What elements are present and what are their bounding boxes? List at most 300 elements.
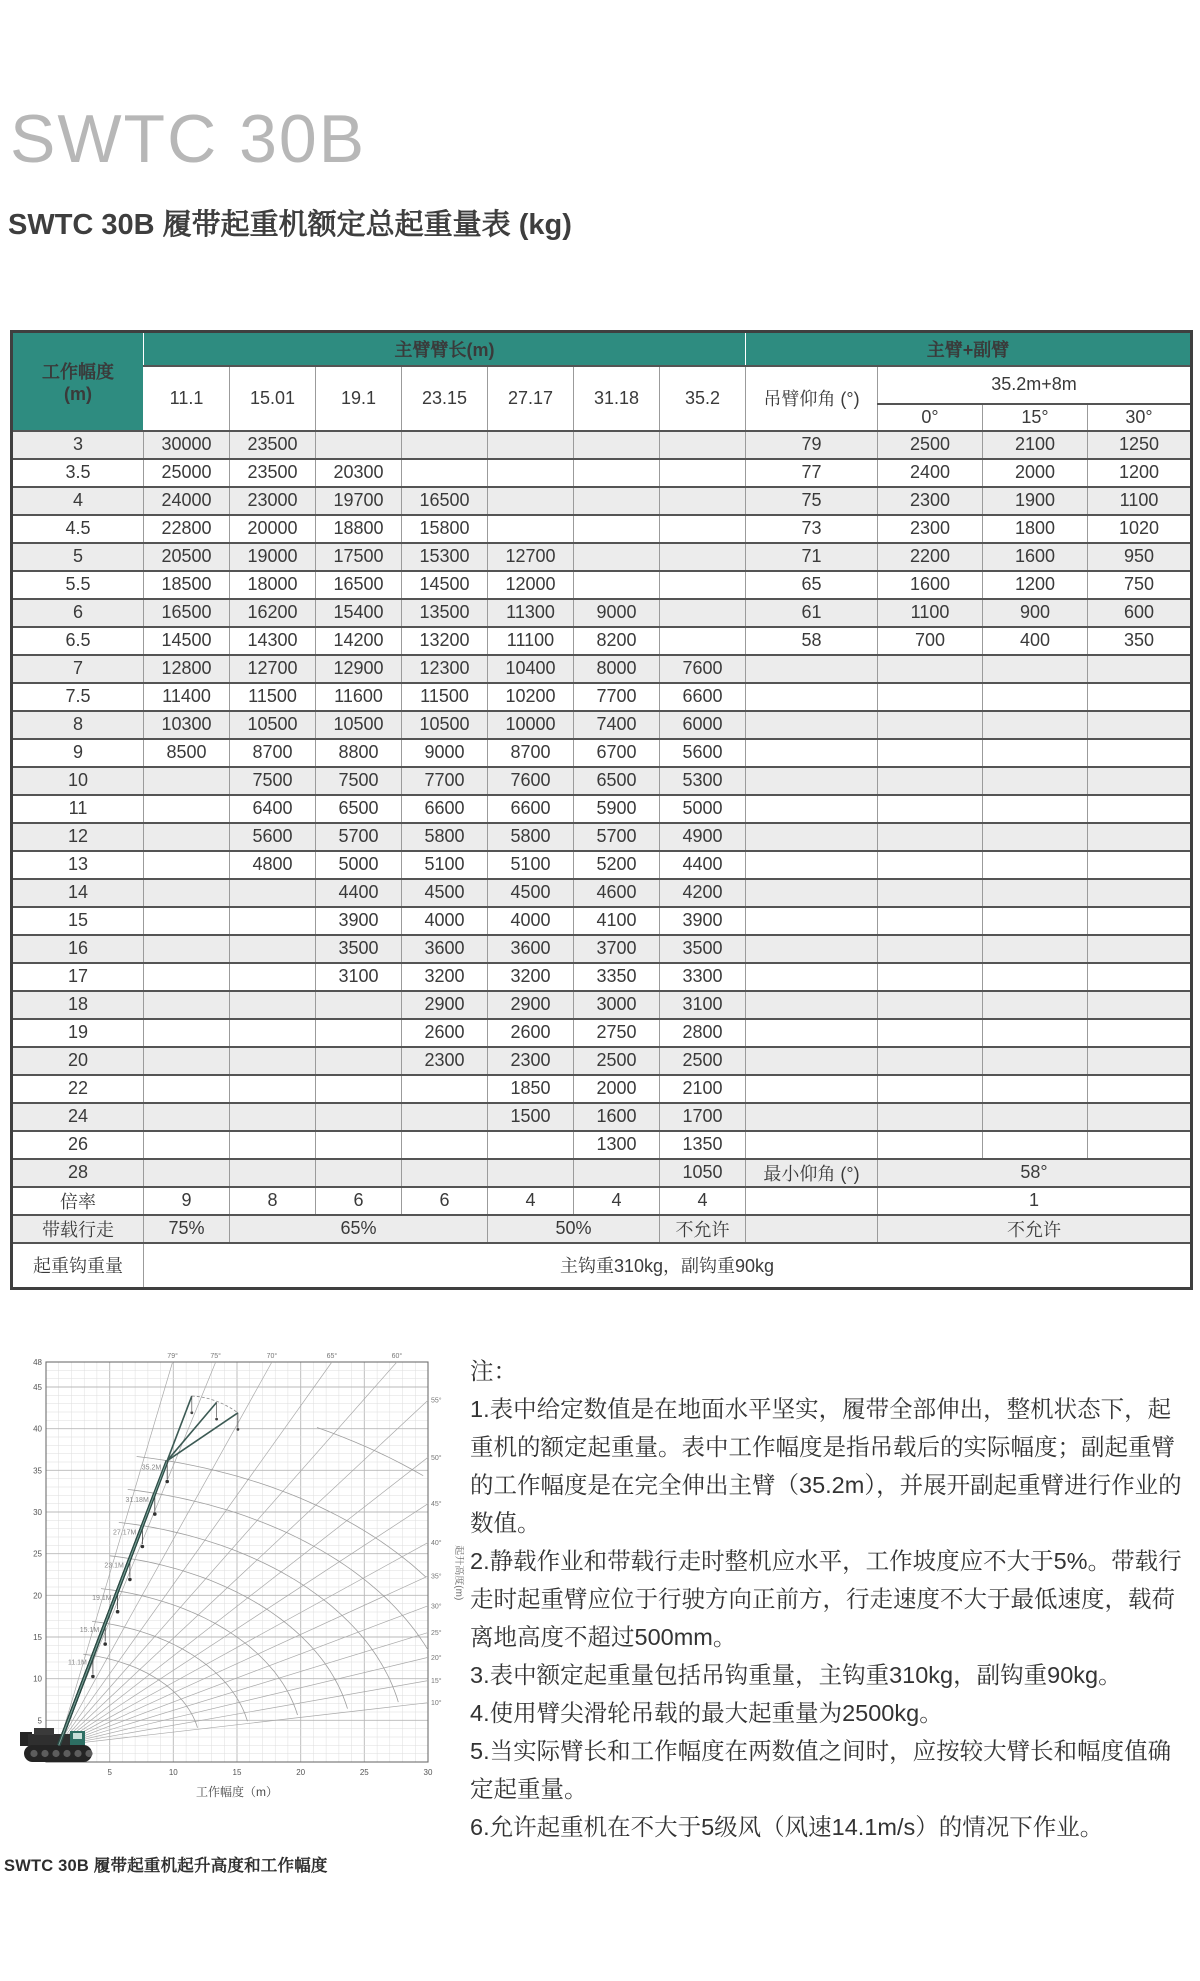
capacity-table-body	[12, 431, 1192, 1187]
capacity-cell	[1088, 767, 1192, 795]
header-radius	[12, 332, 144, 431]
capacity-cell: 6600	[660, 683, 746, 711]
capacity-cell: 9000	[574, 599, 660, 627]
capacity-cell	[1088, 823, 1192, 851]
capacity-cell: 11	[12, 795, 144, 823]
table-row	[12, 1047, 1192, 1075]
travel-jib-cell: 不允许	[878, 1215, 1192, 1243]
chart-caption: SWTC 30B 履带起重机起升高度和工作幅度	[4, 1857, 328, 1875]
capacity-cell: 77	[746, 459, 878, 487]
capacity-cell	[878, 1131, 983, 1159]
travel-cell: 75%	[144, 1215, 230, 1243]
capacity-cell: 1700	[660, 1103, 746, 1131]
brand-title: SWTC 30B	[10, 101, 367, 177]
svg-text:40: 40	[33, 1424, 42, 1434]
capacity-cell: 4800	[230, 851, 316, 879]
table-row	[12, 739, 1192, 767]
capacity-cell: 4400	[660, 851, 746, 879]
lift-height-chart	[12, 1348, 464, 1810]
capacity-cell: 8700	[488, 739, 574, 767]
capacity-cell	[230, 1103, 316, 1131]
capacity-cell: 2100	[983, 431, 1088, 459]
table-row	[12, 431, 1192, 459]
capacity-cell: 79	[746, 431, 878, 459]
hook-weight-value: 主钩重310kg，副钩重90kg	[144, 1243, 1192, 1289]
capacity-cell	[983, 907, 1088, 935]
capacity-cell	[983, 963, 1088, 991]
capacity-cell	[746, 851, 878, 879]
capacity-cell	[488, 1159, 574, 1187]
table-row	[12, 1103, 1192, 1131]
capacity-cell	[746, 683, 878, 711]
capacity-cell	[144, 907, 230, 935]
capacity-cell: 2600	[402, 1019, 488, 1047]
capacity-cell	[144, 1047, 230, 1075]
capacity-cell: 24000	[144, 487, 230, 515]
capacity-cell	[574, 571, 660, 599]
capacity-cell: 6400	[230, 795, 316, 823]
capacity-cell: 10	[12, 767, 144, 795]
ratio-cell: 4	[660, 1187, 746, 1215]
header-radius-line1: 工作幅度	[42, 361, 114, 382]
note-item: 5.当实际臂长和工作幅度在两数值之间时，应按较大臂长和幅度值确定起重量。	[470, 1738, 1172, 1802]
capacity-cell: 6500	[574, 767, 660, 795]
capacity-cell: 最小仰角 (°)	[746, 1159, 878, 1187]
capacity-cell: 3700	[574, 935, 660, 963]
capacity-cell: 17	[12, 963, 144, 991]
capacity-cell: 7500	[316, 767, 402, 795]
capacity-cell	[878, 935, 983, 963]
capacity-cell	[144, 1075, 230, 1103]
capacity-cell: 13	[12, 851, 144, 879]
note-item: 2.静载作业和带载行走时整机应水平，工作坡度应不大于5%。带载行走时起重臂应位于行驶方向正前方，行走速度不大于最低速度，载荷离地高度不超过500mm。	[470, 1548, 1182, 1650]
capacity-cell: 14200	[316, 627, 402, 655]
capacity-cell	[983, 851, 1088, 879]
header-jib-combo: 35.2m+8m	[878, 366, 1192, 404]
capacity-cell	[574, 1159, 660, 1187]
header-jib-offset: 15°	[983, 404, 1088, 431]
capacity-cell	[983, 1047, 1088, 1075]
capacity-cell	[488, 431, 574, 459]
capacity-cell	[746, 1047, 878, 1075]
capacity-cell	[488, 487, 574, 515]
capacity-cell	[878, 907, 983, 935]
capacity-cell: 2600	[488, 1019, 574, 1047]
svg-text:10: 10	[168, 1768, 178, 1777]
capacity-cell	[660, 515, 746, 543]
capacity-cell	[746, 739, 878, 767]
capacity-cell: 4.5	[12, 515, 144, 543]
capacity-cell: 950	[1088, 543, 1192, 571]
header-radius-line2: (m)	[64, 383, 92, 404]
capacity-cell	[230, 963, 316, 991]
capacity-cell: 1250	[1088, 431, 1192, 459]
capacity-cell: 30000	[144, 431, 230, 459]
capacity-cell	[983, 991, 1088, 1019]
capacity-cell	[144, 1103, 230, 1131]
travel-cell: 不允许	[660, 1215, 746, 1243]
capacity-cell: 16500	[144, 599, 230, 627]
capacity-cell: 6000	[660, 711, 746, 739]
capacity-cell: 3600	[402, 935, 488, 963]
capacity-cell: 10000	[488, 711, 574, 739]
capacity-cell	[488, 515, 574, 543]
svg-text:79°: 79°	[167, 1353, 178, 1360]
hook-weight-row	[12, 1243, 1192, 1289]
capacity-cell: 3200	[402, 963, 488, 991]
capacity-cell	[402, 459, 488, 487]
ratio-cell: 4	[488, 1187, 574, 1215]
capacity-cell: 6.5	[12, 627, 144, 655]
capacity-cell	[746, 655, 878, 683]
capacity-cell: 5700	[574, 823, 660, 851]
capacity-cell	[574, 515, 660, 543]
capacity-cell: 1850	[488, 1075, 574, 1103]
capacity-cell: 7600	[660, 655, 746, 683]
svg-text:45: 45	[33, 1383, 42, 1392]
capacity-cell: 1900	[983, 487, 1088, 515]
capacity-cell	[1088, 1103, 1192, 1131]
capacity-cell	[746, 767, 878, 795]
capacity-cell: 20000	[230, 515, 316, 543]
capacity-cell	[983, 655, 1088, 683]
capacity-cell: 2300	[878, 515, 983, 543]
capacity-cell	[230, 991, 316, 1019]
capacity-cell	[316, 1019, 402, 1047]
capacity-cell	[983, 1131, 1088, 1159]
svg-text:50°: 50°	[431, 1454, 442, 1462]
table-row	[12, 487, 1192, 515]
capacity-cell	[1088, 655, 1192, 683]
table-row	[12, 1159, 1192, 1187]
capacity-cell: 4600	[574, 879, 660, 907]
capacity-cell: 22800	[144, 515, 230, 543]
svg-text:19.1M: 19.1M	[92, 1594, 112, 1602]
notes-block	[470, 1352, 1188, 1846]
header-boom-length: 15.01	[230, 366, 316, 431]
capacity-cell: 14500	[402, 571, 488, 599]
table-row	[12, 711, 1192, 739]
travel-empty-cell	[746, 1215, 878, 1243]
capacity-cell: 10500	[402, 711, 488, 739]
capacity-cell: 2900	[488, 991, 574, 1019]
note-item: 4.使用臂尖滑轮吊载的最大起重量为2500kg。	[470, 1700, 943, 1726]
capacity-cell	[746, 1131, 878, 1159]
capacity-cell: 23500	[230, 431, 316, 459]
capacity-cell	[983, 935, 1088, 963]
capacity-cell	[1088, 711, 1192, 739]
capacity-cell: 4100	[574, 907, 660, 935]
capacity-cell	[316, 1131, 402, 1159]
capacity-cell: 4900	[660, 823, 746, 851]
header-boom-length: 11.1	[144, 366, 230, 431]
svg-text:20: 20	[296, 1768, 306, 1777]
capacity-cell: 1500	[488, 1103, 574, 1131]
capacity-cell: 7700	[574, 683, 660, 711]
capacity-cell: 4	[12, 487, 144, 515]
svg-text:10°: 10°	[431, 1700, 442, 1708]
capacity-cell	[878, 739, 983, 767]
capacity-cell	[878, 1047, 983, 1075]
header-boom-length: 35.2	[660, 366, 746, 431]
capacity-cell	[746, 963, 878, 991]
capacity-cell: 17500	[316, 543, 402, 571]
capacity-cell: 6600	[488, 795, 574, 823]
ratio-cell: 4	[574, 1187, 660, 1215]
capacity-cell: 3200	[488, 963, 574, 991]
table-row	[12, 515, 1192, 543]
capacity-cell: 8500	[144, 739, 230, 767]
table-row	[12, 459, 1192, 487]
capacity-cell	[1088, 963, 1192, 991]
capacity-cell	[660, 459, 746, 487]
capacity-cell: 18000	[230, 571, 316, 599]
capacity-cell: 16500	[402, 487, 488, 515]
travel-cell: 50%	[488, 1215, 660, 1243]
capacity-cell: 10200	[488, 683, 574, 711]
capacity-cell	[144, 1019, 230, 1047]
capacity-cell: 5800	[402, 823, 488, 851]
capacity-cell	[878, 683, 983, 711]
capacity-cell: 4200	[660, 879, 746, 907]
capacity-cell: 65	[746, 571, 878, 599]
hook-weight-label: 起重钩重量	[12, 1243, 144, 1289]
capacity-cell: 1600	[983, 543, 1088, 571]
capacity-cell: 15400	[316, 599, 402, 627]
svg-text:11.1M: 11.1M	[67, 1659, 87, 1667]
capacity-cell: 2500	[878, 431, 983, 459]
table-row	[12, 795, 1192, 823]
capacity-cell	[1088, 1075, 1192, 1103]
capacity-cell	[983, 683, 1088, 711]
capacity-cell: 11400	[144, 683, 230, 711]
capacity-cell: 13500	[402, 599, 488, 627]
capacity-cell: 5200	[574, 851, 660, 879]
capacity-cell: 12000	[488, 571, 574, 599]
capacity-cell: 3100	[660, 991, 746, 1019]
capacity-cell: 12800	[144, 655, 230, 683]
note-item: 6.允许起重机在不大于5级风（风速14.1m/s）的情况下作业。	[470, 1814, 1104, 1840]
capacity-cell: 2750	[574, 1019, 660, 1047]
capacity-cell	[983, 879, 1088, 907]
header-boom-length: 23.15	[402, 366, 488, 431]
capacity-cell	[230, 879, 316, 907]
table-row	[12, 963, 1192, 991]
capacity-cell	[878, 711, 983, 739]
table-row	[12, 1019, 1192, 1047]
capacity-cell	[230, 1019, 316, 1047]
capacity-cell: 28	[12, 1159, 144, 1187]
capacity-cell	[1088, 907, 1192, 935]
page-title: SWTC 30B 履带起重机额定总起重量表 (kg)	[8, 209, 572, 241]
capacity-cell	[983, 795, 1088, 823]
capacity-cell: 5000	[660, 795, 746, 823]
capacity-cell	[983, 1103, 1088, 1131]
svg-text:30: 30	[423, 1768, 433, 1777]
table-row	[12, 767, 1192, 795]
svg-text:20: 20	[33, 1591, 42, 1601]
table-row	[12, 655, 1192, 683]
capacity-cell	[746, 1103, 878, 1131]
capacity-cell	[144, 991, 230, 1019]
svg-text:30: 30	[33, 1508, 42, 1517]
capacity-cell	[746, 711, 878, 739]
capacity-cell: 2300	[878, 487, 983, 515]
capacity-cell	[878, 1103, 983, 1131]
capacity-cell	[316, 1047, 402, 1075]
ratio-empty-cell	[746, 1187, 878, 1215]
capacity-cell	[402, 431, 488, 459]
table-row	[12, 991, 1192, 1019]
capacity-cell: 16500	[316, 571, 402, 599]
capacity-cell: 2400	[878, 459, 983, 487]
capacity-cell	[983, 823, 1088, 851]
capacity-cell: 750	[1088, 571, 1192, 599]
travel-cell: 65%	[230, 1215, 488, 1243]
svg-text:23.1M: 23.1M	[104, 1562, 124, 1570]
note-item: 1.表中给定数值是在地面水平坚实，履带全部伸出，整机状态下，起重机的额定起重量。表中工作幅度是指吊载后的实际幅度；副起重臂的工作幅度是在完全伸出主臂（35.2m），并展开副起重臂进行作业的数值。	[470, 1396, 1182, 1536]
capacity-cell: 11600	[316, 683, 402, 711]
capacity-cell: 5600	[230, 823, 316, 851]
ratio-label: 倍率	[12, 1187, 144, 1215]
capacity-cell: 5300	[660, 767, 746, 795]
capacity-cell: 2000	[574, 1075, 660, 1103]
capacity-cell: 1100	[878, 599, 983, 627]
svg-text:70°: 70°	[266, 1353, 278, 1360]
svg-text:75°: 75°	[210, 1353, 221, 1360]
capacity-cell: 15800	[402, 515, 488, 543]
svg-text:40°: 40°	[431, 1540, 442, 1548]
svg-text:15: 15	[232, 1768, 242, 1777]
header-main-boom: 主臂臂长(m)	[144, 332, 746, 366]
capacity-cell: 2500	[574, 1047, 660, 1075]
capacity-cell	[1088, 1131, 1192, 1159]
capacity-cell	[660, 543, 746, 571]
capacity-cell: 1350	[660, 1131, 746, 1159]
table-row	[12, 851, 1192, 879]
capacity-cell: 3.5	[12, 459, 144, 487]
capacity-cell	[983, 711, 1088, 739]
capacity-cell: 58	[746, 627, 878, 655]
table-row	[12, 543, 1192, 571]
capacity-cell: 19	[12, 1019, 144, 1047]
svg-text:27.17M: 27.17M	[113, 1529, 137, 1537]
capacity-cell: 3500	[316, 935, 402, 963]
capacity-cell: 2100	[660, 1075, 746, 1103]
svg-text:5: 5	[107, 1768, 112, 1777]
capacity-cell: 7500	[230, 767, 316, 795]
capacity-cell: 12300	[402, 655, 488, 683]
table-row	[12, 935, 1192, 963]
capacity-cell	[574, 459, 660, 487]
capacity-cell	[983, 739, 1088, 767]
capacity-cell: 3100	[316, 963, 402, 991]
crane-illustration	[20, 1728, 93, 1762]
ratio-cell: 6	[316, 1187, 402, 1215]
capacity-cell	[1088, 795, 1192, 823]
capacity-cell	[746, 795, 878, 823]
capacity-cell	[746, 1075, 878, 1103]
capacity-cell: 13200	[402, 627, 488, 655]
capacity-cell	[488, 1131, 574, 1159]
capacity-cell: 6600	[402, 795, 488, 823]
capacity-cell	[144, 767, 230, 795]
capacity-cell: 58°	[878, 1159, 1192, 1187]
capacity-cell: 4500	[402, 879, 488, 907]
capacity-cell	[1088, 1047, 1192, 1075]
capacity-cell	[983, 1019, 1088, 1047]
table-row	[12, 571, 1192, 599]
capacity-cell: 14500	[144, 627, 230, 655]
svg-text:35.2M: 35.2M	[141, 1464, 162, 1472]
capacity-cell: 6700	[574, 739, 660, 767]
capacity-cell	[878, 823, 983, 851]
header-jib-offset: 30°	[1088, 404, 1192, 431]
capacity-cell: 20300	[316, 459, 402, 487]
capacity-cell: 71	[746, 543, 878, 571]
capacity-cell: 5100	[402, 851, 488, 879]
capacity-cell: 2800	[660, 1019, 746, 1047]
lift-height-chart-svg	[12, 1348, 464, 1810]
ratio-row	[12, 1187, 1192, 1215]
capacity-cell	[316, 991, 402, 1019]
capacity-cell	[144, 1131, 230, 1159]
capacity-cell: 22	[12, 1075, 144, 1103]
capacity-cell: 1600	[878, 571, 983, 599]
capacity-cell: 8000	[574, 655, 660, 683]
travel-label: 带载行走	[12, 1215, 144, 1243]
capacity-cell	[878, 851, 983, 879]
capacity-cell	[488, 459, 574, 487]
capacity-cell: 1800	[983, 515, 1088, 543]
capacity-cell: 1600	[574, 1103, 660, 1131]
capacity-cell	[983, 767, 1088, 795]
svg-text:60°: 60°	[391, 1353, 403, 1360]
capacity-cell: 18800	[316, 515, 402, 543]
capacity-cell: 75	[746, 487, 878, 515]
capacity-cell	[316, 1075, 402, 1103]
table-row	[12, 683, 1192, 711]
table-row	[12, 599, 1192, 627]
capacity-cell: 8200	[574, 627, 660, 655]
table-row	[12, 627, 1192, 655]
svg-text:30°: 30°	[431, 1603, 442, 1611]
capacity-cell: 3300	[660, 963, 746, 991]
capacity-cell	[230, 1131, 316, 1159]
capacity-cell	[660, 431, 746, 459]
capacity-cell: 16200	[230, 599, 316, 627]
svg-text:5: 5	[37, 1716, 42, 1726]
capacity-cell: 19000	[230, 543, 316, 571]
capacity-cell: 11500	[402, 683, 488, 711]
capacity-cell	[878, 1075, 983, 1103]
capacity-cell	[230, 907, 316, 935]
capacity-cell	[1088, 739, 1192, 767]
y-axis-label: 起升高度(m)	[453, 1545, 464, 1601]
capacity-cell: 10500	[230, 711, 316, 739]
capacity-cell: 3000	[574, 991, 660, 1019]
capacity-cell: 4000	[488, 907, 574, 935]
capacity-cell: 3500	[660, 935, 746, 963]
capacity-cell: 350	[1088, 627, 1192, 655]
capacity-cell	[660, 599, 746, 627]
note-item: 3.表中额定起重量包括吊钩重量，主钩重310kg，副钩重90kg。	[470, 1662, 1122, 1688]
capacity-cell	[144, 963, 230, 991]
capacity-cell: 12900	[316, 655, 402, 683]
capacity-cell	[660, 627, 746, 655]
capacity-cell	[144, 795, 230, 823]
capacity-cell	[316, 1159, 402, 1187]
